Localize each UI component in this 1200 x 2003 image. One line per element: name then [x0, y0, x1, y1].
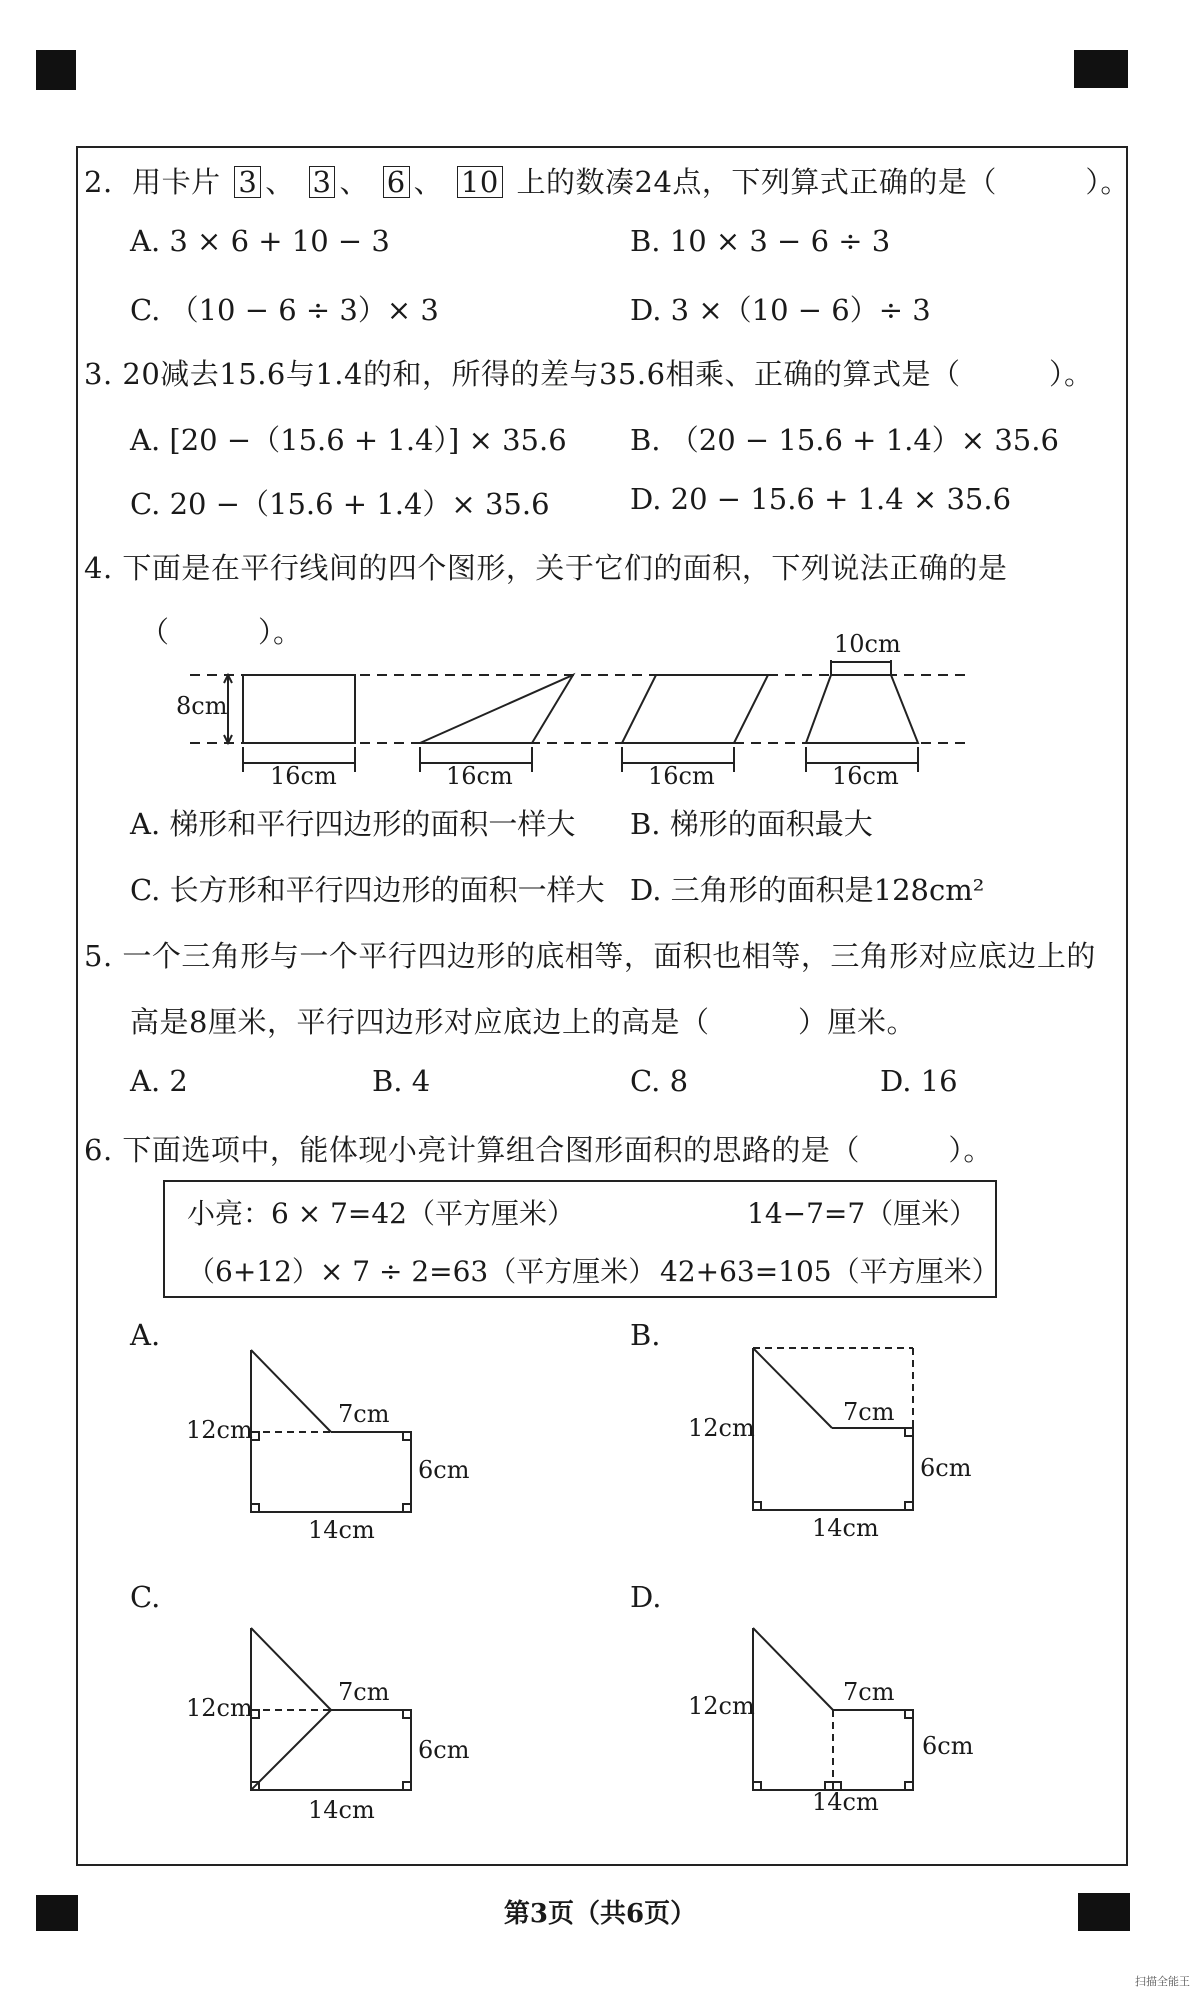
fig-d-top-label: 7cm: [843, 1678, 895, 1706]
number-card: 3: [309, 166, 336, 198]
q6-option-b-letter: B.: [630, 1318, 661, 1352]
fig-a-right-label: 6cm: [418, 1456, 470, 1484]
fig-d-left-label: 12cm: [688, 1692, 755, 1720]
scanner-logo: 扫描全能王: [1135, 1975, 1190, 1988]
calc-line: 42+63=105（平方厘米）: [660, 1255, 1000, 1288]
fig-b-top-label: 7cm: [843, 1398, 895, 1426]
fig-a-top-label: 7cm: [338, 1400, 390, 1428]
corner-mark-top-left: [36, 50, 76, 90]
question-5-line-2: 高是8厘米，平行四边形对应底边上的高是（ ）厘米。: [130, 1005, 916, 1039]
fig-b-right-label: 6cm: [920, 1454, 972, 1482]
q2-option-a: A. 3 × 6 + 10 − 3: [130, 224, 390, 258]
q6-option-c-letter: C.: [130, 1580, 161, 1614]
q4-option-d: D. 三角形的面积是128cm²: [630, 873, 985, 907]
question-4-line-2: （ ）。: [140, 615, 303, 649]
question-2: 2. 用卡片 3 、 3 、 6 、 10 上的数凑24点，下列算式正确的是（ ）。: [84, 165, 1130, 199]
corner-mark-top-right: [1074, 50, 1128, 88]
fig-a-left-label: 12cm: [186, 1416, 253, 1444]
q4-base-label: 16cm: [832, 762, 899, 790]
fig-c-left-label: 12cm: [186, 1694, 253, 1722]
question-5-line-1: 5. 一个三角形与一个平行四边形的底相等，面积也相等，三角形对应底边上的: [84, 939, 1096, 973]
q4-base-label: 16cm: [446, 762, 513, 790]
q2-option-c: C. （10 − 6 ÷ 3）× 3: [130, 293, 439, 327]
calc-line: 14−7=7（厘米）: [747, 1197, 978, 1230]
number-card: 3: [234, 166, 261, 198]
fig-d-bottom-label: 14cm: [812, 1788, 879, 1816]
q4-option-c: C. 长方形和平行四边形的面积一样大: [130, 873, 605, 907]
q2-option-b: B. 10 × 3 − 6 ÷ 3: [630, 224, 891, 258]
question-6: 6. 下面选项中，能体现小亮计算组合图形面积的思路的是（ ）。: [84, 1133, 993, 1167]
q2-option-d: D. 3 ×（10 − 6）÷ 3: [630, 293, 931, 327]
page-number-footer: 第3页（共6页）: [503, 1899, 697, 1929]
number-card: 6: [383, 166, 410, 198]
q5-option-a: A. 2: [130, 1064, 188, 1098]
q4-top-label: 10cm: [834, 630, 901, 658]
q4-option-a: A. 梯形和平行四边形的面积一样大: [130, 807, 576, 841]
q6-option-d-letter: D.: [630, 1580, 662, 1614]
fig-b-left-label: 12cm: [688, 1414, 755, 1442]
fig-c-top-label: 7cm: [338, 1678, 390, 1706]
fig-c-right-label: 6cm: [418, 1736, 470, 1764]
fig-a-bottom-label: 14cm: [308, 1516, 375, 1544]
q3-option-d: D. 20 − 15.6 + 1.4 × 35.6: [630, 482, 1012, 516]
q3-option-c: C. 20 −（15.6 + 1.4）× 35.6: [130, 487, 550, 521]
fig-c-bottom-label: 14cm: [308, 1796, 375, 1824]
question-3: 3. 20减去15.6与1.4的和，所得的差与35.6相乘、正确的算式是（ ）。: [84, 357, 1094, 391]
fig-d-right-label: 6cm: [922, 1732, 974, 1760]
question-4-line-1: 4. 下面是在平行线间的四个图形，关于它们的面积，下列说法正确的是: [84, 551, 1008, 585]
q4-base-label: 16cm: [270, 762, 337, 790]
q4-base-label: 16cm: [648, 762, 715, 790]
q5-option-d: D. 16: [880, 1064, 958, 1098]
q5-option-b: B. 4: [372, 1064, 431, 1098]
xiaoliang-calculation-box: [163, 1180, 1000, 1298]
calc-line: 小亮：6 × 7=42（平方厘米）: [187, 1197, 575, 1230]
q6-option-a-letter: A.: [130, 1318, 161, 1352]
number-card: 10: [457, 166, 503, 198]
q5-option-c: C. 8: [630, 1064, 689, 1098]
calc-line: （6+12）× 7 ÷ 2=63（平方厘米）: [187, 1255, 657, 1288]
q3-option-b: B. （20 − 15.6 + 1.4）× 35.6: [630, 423, 1059, 457]
q4-height-label: 8cm: [176, 692, 228, 720]
q4-option-b: B. 梯形的面积最大: [630, 807, 873, 841]
fig-b-bottom-label: 14cm: [812, 1514, 879, 1542]
q3-option-a: A. [20 −（15.6 + 1.4）] × 35.6: [130, 423, 567, 457]
